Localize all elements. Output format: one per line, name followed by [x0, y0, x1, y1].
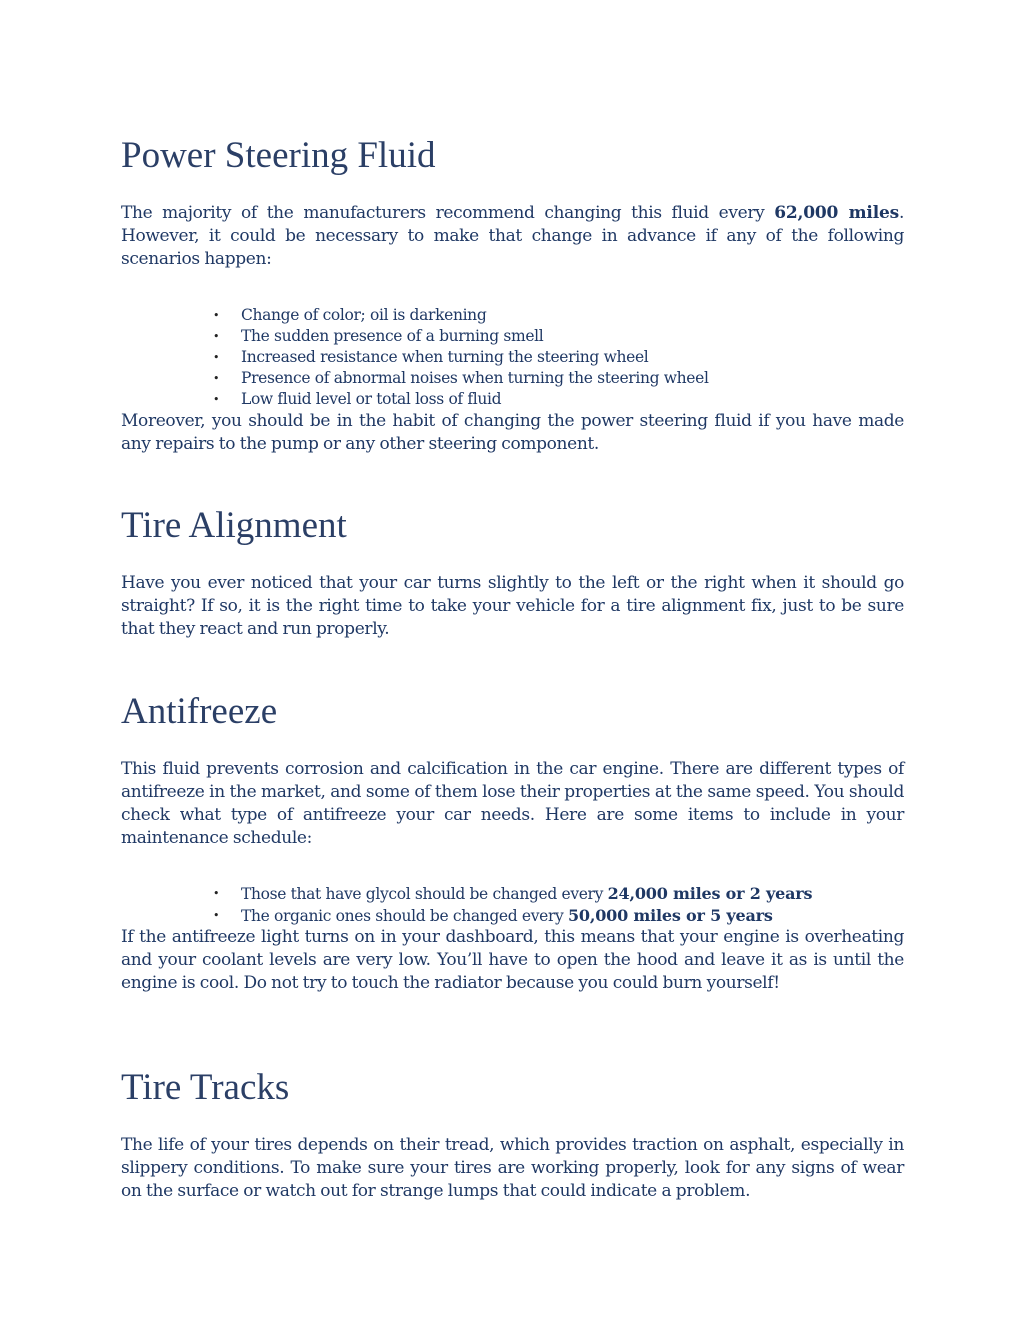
heading-tire-tracks: Tire Tracks	[121, 1067, 290, 1108]
bullet-icon: •	[213, 909, 220, 922]
bullet-icon: •	[213, 372, 220, 385]
bullet-icon: •	[213, 393, 220, 406]
list-item: • Low fluid level or total loss of fluid	[213, 390, 502, 408]
paragraph-power-steering-outro: Moreover, you should be in the habit of changing the power steering fluid if you have made any repairs to the pump or any other steering component.	[121, 411, 904, 454]
bullet-icon: •	[213, 330, 220, 343]
bullet-icon: •	[213, 309, 220, 322]
list-item: • Change of color; oil is darkening	[213, 306, 487, 324]
bullet-icon: •	[213, 351, 220, 364]
heading-antifreeze: Antifreeze	[121, 691, 278, 732]
list-power-steering-scenarios	[209, 305, 709, 410]
list-item: • Presence of abnormal noises when turning the steering wheel	[213, 369, 709, 387]
heading-power-steering-fluid: Power Steering Fluid	[121, 135, 436, 176]
paragraph-antifreeze-outro: If the antifreeze light turns on in your dashboard, this means that your engine is overheating and your coolant levels are very low. You’ll have to open the hood and leave it as is until the engine is cool. Do not try to touch the radiator because you could burn yourself!	[121, 927, 904, 993]
paragraph-antifreeze-intro: This fluid prevents corrosion and calcification in the car engine. There are different types of antifreeze in the market, and some of them lose their properties at the same speed. You should check what type of antifreeze your car needs. Here are some items to include in your maintenance schedule:	[121, 759, 904, 848]
list-item: • The organic ones should be changed every 50,000 miles or 5 years	[213, 906, 773, 925]
mileage-highlight: 62,000 miles	[774, 203, 899, 223]
paragraph-power-steering-intro: The majority of the manufacturers recommend changing this fluid every 62,000 miles. However, it could be necessary to make that change in advance if any of the following scenarios happen:	[121, 203, 904, 269]
heading-tire-alignment: Tire Alignment	[121, 505, 347, 546]
list-item: • Increased resistance when turning the steering wheel	[213, 348, 649, 366]
mileage-highlight: 50,000 miles or 5 years	[568, 906, 773, 925]
list-item: • Those that have glycol should be changed every 24,000 miles or 2 years	[213, 884, 813, 903]
paragraph-tire-alignment: Have you ever noticed that your car turns slightly to the left or the right when it should go straight? If so, it is the right time to take your vehicle for a tire alignment fix, just to be sure that they react and run properly.	[121, 573, 904, 639]
list-antifreeze-schedule	[209, 883, 812, 927]
list-item: • The sudden presence of a burning smell	[213, 327, 544, 345]
bullet-icon: •	[213, 887, 220, 900]
mileage-highlight: 24,000 miles or 2 years	[607, 884, 813, 903]
paragraph-tire-tracks: The life of your tires depends on their tread, which provides traction on asphalt, especially in slippery conditions. To make sure your tires are working properly, look for any signs of wear on the surface or watch out for strange lumps that could indicate a problem.	[121, 1135, 904, 1201]
